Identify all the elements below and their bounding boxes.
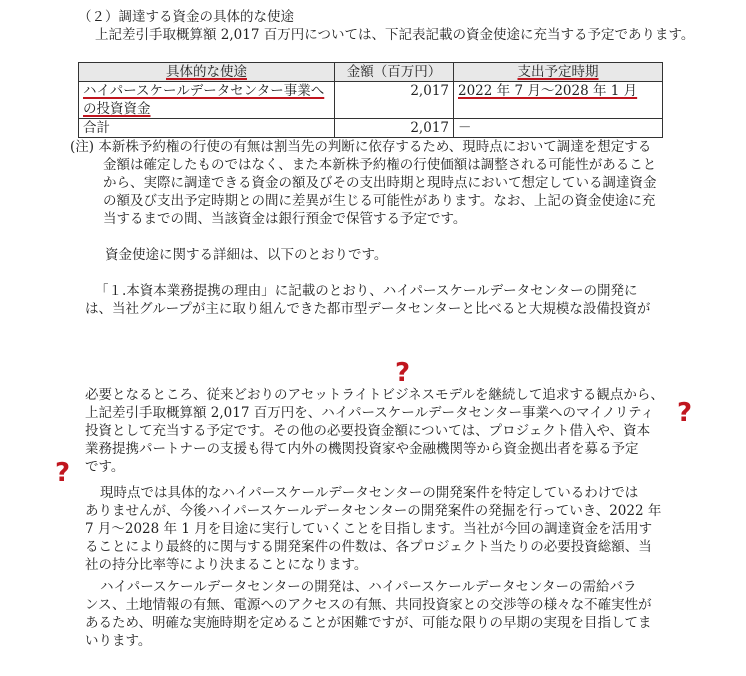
question-mark-3: ? (55, 458, 71, 488)
para2-line-1: 必要となるところ、従来どおりのアセットライトビジネスモデルを継続して追求する観点から、 (85, 387, 664, 403)
para3-line-4: ることにより最終的に関与する開発案件の件数は、各プロジェクト当たりの必要投資総額、当 (85, 539, 652, 555)
para3-line-3: 7 月～2028 年 1 月を目途に実行していくことを目指します。当社が今回の調達資金を活用す (85, 521, 653, 537)
note-line-3: から、実際に調達できる資金の額及びその支出時期と現時点において想定している調達資金 (103, 175, 657, 191)
details-intro: 資金使途に関する詳細は、以下のとおりです。 (105, 247, 388, 263)
header-period: 支出予定時期 (454, 63, 663, 82)
note-line-2: 金額は確定したものではなく、また本新株予約権の行使価額は調整される可能性があること (103, 157, 657, 173)
intro-text: 上記差引手取概算額 2,017 百万円については、下記表記載の資金使途に充当する予定であります。 (95, 27, 695, 43)
note-line-5: 当するまでの間、当該資金は銀行預金で保管する予定です。 (103, 211, 467, 227)
para2-line-5: です。 (85, 459, 125, 475)
para2-line-4: 業務提携パートナーの支援も得て内外の機関投資家や金融機関等から資金拠出者を募る予定 (85, 441, 639, 457)
note-line-1: (注) 本新株予約権の行使の有無は割当先の判断に依存するため、現時点において調達を想定する (70, 139, 652, 155)
cell-use: ハイパースケールデータセンター事業への投資資金 (79, 82, 335, 119)
para3-line-2: ありませんが、今後ハイパースケールデータセンターの開発案件の発掘を行っていき、2022 年 (85, 503, 662, 519)
para4-line-4: いります。 (85, 633, 152, 649)
cell-total-amount: 2,017 (335, 119, 454, 138)
question-mark-1: ? (395, 358, 411, 388)
para4-line-1: ハイパースケールデータセンターの開発は、ハイパースケールデータセンターの需給バラ (100, 579, 637, 595)
cell-total-period: － (454, 119, 663, 138)
section-heading: （２）調達する資金の具体的な使途 (78, 9, 294, 25)
cell-amount: 2,017 (335, 82, 454, 119)
cell-total-label: 合計 (79, 119, 335, 138)
cell-period: 2022 年 7 月～2028 年 1 月 (454, 82, 663, 119)
header-amount: 金額（百万円） (335, 63, 454, 82)
para2-line-2: 上記差引手取概算額 2,017 百万円を、ハイパースケールデータセンター事業へのマイノリティ (85, 405, 655, 421)
para2-line-3: 投資として充当する予定です。その他の必要投資金額については、プロジェクト借入や、資本 (85, 423, 651, 439)
para3-line-1: 現時点では具体的なハイパースケールデータセンターの開発案件を特定しているわけでは (100, 485, 639, 501)
para1-line-1: 「１.本資本業務提携の理由」に記載のとおり、ハイパースケールデータセンターの開発に (95, 283, 638, 299)
para4-line-2: ンス、土地情報の有無、電源へのアクセスの有無、共同投資家との交渉等の様々な不確実性が (85, 597, 652, 613)
note-line-4: の額及び支出予定時期との間に差異が生じる可能性があります。なお、上記の資金使途に充 (103, 193, 656, 209)
fund-use-table (78, 62, 663, 138)
header-use: 具体的な使途 (79, 63, 335, 82)
question-mark-2: ? (677, 398, 693, 428)
para1-line-2: は、当社グループが主に取り組んできた都市型データセンターと比べると大規模な設備投資が (85, 301, 651, 317)
para4-line-3: あるため、明確な実施時期を定めることが困難ですが、可能な限りの早期の実現を目指してま (85, 615, 652, 631)
para3-line-5: 社の持分比率等により決まることになります。 (85, 557, 368, 573)
